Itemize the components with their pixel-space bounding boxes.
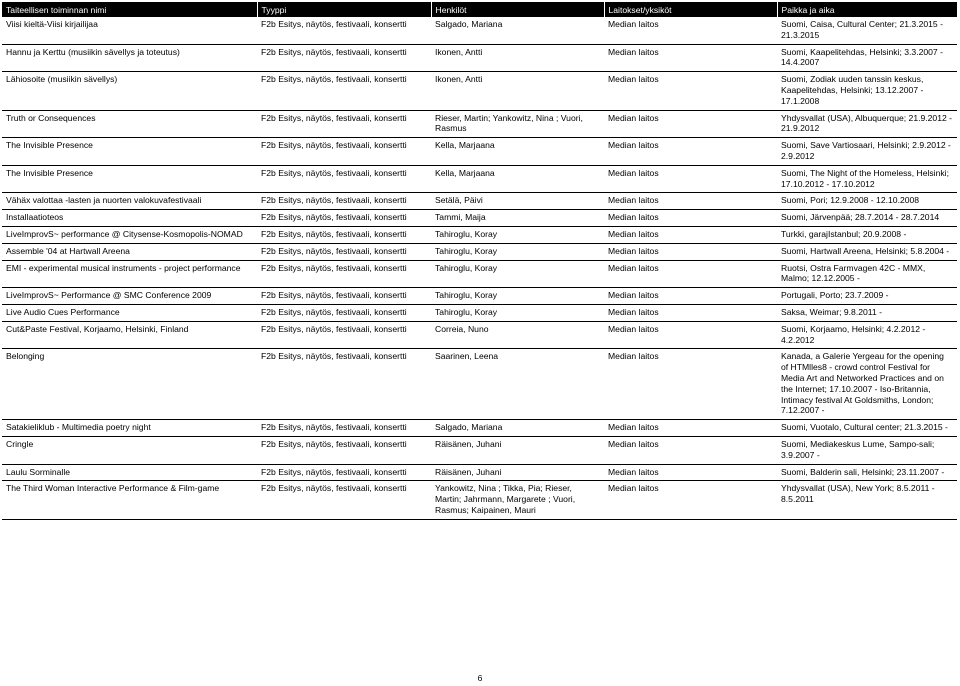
cell-units: Median laitos [604, 44, 777, 72]
cell-persons: Ikonen, Antti [431, 72, 604, 110]
cell-name: Vähäx valottaa -lasten ja nuorten valokuvafestivaali [2, 193, 257, 210]
cell-place-time: Suomi, Mediakeskus Lume, Sampo-sali; 3.9.2007 - [777, 436, 957, 464]
cell-type: F2b Esitys, näytös, festivaali, konsertti [257, 138, 431, 166]
cell-name: Cut&Paste Festival, Korjaamo, Helsinki, Finland [2, 321, 257, 349]
cell-persons: Kella, Marjaana [431, 138, 604, 166]
cell-type: F2b Esitys, näytös, festivaali, konsertti [257, 193, 431, 210]
table-row [2, 243, 957, 260]
cell-type: F2b Esitys, näytös, festivaali, konsertti [257, 304, 431, 321]
cell-place-time: Portugali, Porto; 23.7.2009 - [777, 288, 957, 305]
cell-persons: Ikonen, Antti [431, 44, 604, 72]
table-row [2, 288, 957, 305]
cell-units: Median laitos [604, 110, 777, 138]
table-row [2, 304, 957, 321]
cell-name: LiveImprovS~ performance @ Citysense-Kosmopolis-NOMAD [2, 226, 257, 243]
table-row [2, 138, 957, 166]
cell-type: F2b Esitys, näytös, festivaali, konsertti [257, 420, 431, 437]
cell-units: Median laitos [604, 138, 777, 166]
cell-name: Belonging [2, 349, 257, 420]
cell-place-time: Suomi, Caisa, Cultural Center; 21.3.2015 - 21.3.2015 [777, 17, 957, 44]
table-row [2, 420, 957, 437]
cell-place-time: Suomi, Zodiak uuden tanssin keskus, Kaapelitehdas, Helsinki; 13.12.2007 - 17.1.2008 [777, 72, 957, 110]
cell-type: F2b Esitys, näytös, festivaali, konsertti [257, 349, 431, 420]
cell-name: Live Audio Cues Performance [2, 304, 257, 321]
cell-name: Hannu ja Kerttu (musiikin sävellys ja toteutus) [2, 44, 257, 72]
cell-type: F2b Esitys, näytös, festivaali, konsertti [257, 481, 431, 519]
cell-place-time: Ruotsi, Ostra Farmvagen 42C - MMX, Malmo; 12.12.2005 - [777, 260, 957, 288]
cell-units: Median laitos [604, 420, 777, 437]
table-row [2, 436, 957, 464]
cell-type: F2b Esitys, näytös, festivaali, konsertti [257, 17, 431, 44]
cell-place-time: Saksa, Weimar; 9.8.2011 - [777, 304, 957, 321]
cell-place-time: Suomi, Pori; 12.9.2008 - 12.10.2008 [777, 193, 957, 210]
cell-type: F2b Esitys, näytös, festivaali, konsertti [257, 210, 431, 227]
table-row [2, 44, 957, 72]
cell-type: F2b Esitys, näytös, festivaali, konsertti [257, 260, 431, 288]
cell-place-time: Kanada, a Galerie Yergeau for the opening of HTMlles8 - crowd control Festival for Media Art and Networked Practices and on the Internet; 17.10.2007 - Iso-Britannia, Intimacy festival At Goldsmiths, London; 7.12.2007 - [777, 349, 957, 420]
cell-type: F2b Esitys, näytös, festivaali, konsertti [257, 44, 431, 72]
cell-name: The Invisible Presence [2, 138, 257, 166]
cell-persons: Räisänen, Juhani [431, 464, 604, 481]
cell-persons: Tahiroglu, Koray [431, 243, 604, 260]
cell-name: Lähiosoite (musiikin sävellys) [2, 72, 257, 110]
cell-units: Median laitos [604, 226, 777, 243]
cell-units: Median laitos [604, 165, 777, 193]
cell-place-time: Suomi, The Night of the Homeless, Helsinki; 17.10.2012 - 17.10.2012 [777, 165, 957, 193]
cell-persons: Yankowitz, Nina ; Tikka, Pia; Rieser, Martin; Jahrmann, Margarete ; Vuori, Rasmus; Kaipainen, Mauri [431, 481, 604, 519]
cell-persons: Tahiroglu, Koray [431, 304, 604, 321]
cell-name: Viisi kieltä-Viisi kirjailijaa [2, 17, 257, 44]
cell-place-time: Suomi, Balderin sali, Helsinki; 23.11.2007 - [777, 464, 957, 481]
cell-name: EMI - experimental musical instruments - project performance [2, 260, 257, 288]
cell-units: Median laitos [604, 260, 777, 288]
header-name: Taiteellisen toiminnan nimi [2, 2, 257, 17]
cell-type: F2b Esitys, näytös, festivaali, konsertti [257, 436, 431, 464]
cell-units: Median laitos [604, 243, 777, 260]
cell-units: Median laitos [604, 72, 777, 110]
table-row [2, 260, 957, 288]
table-row [2, 17, 957, 44]
cell-units: Median laitos [604, 464, 777, 481]
table-header-row [2, 2, 957, 17]
cell-units: Median laitos [604, 481, 777, 519]
cell-persons: Tahiroglu, Koray [431, 288, 604, 305]
cell-persons: Saarinen, Leena [431, 349, 604, 420]
table-row [2, 481, 957, 519]
cell-units: Median laitos [604, 436, 777, 464]
activities-table [2, 2, 957, 520]
cell-name: LiveImprovS~ Performance @ SMC Conference 2009 [2, 288, 257, 305]
header-persons: Henkilöt [431, 2, 604, 17]
cell-persons: Correia, Nuno [431, 321, 604, 349]
header-units: Laitokset/yksiköt [604, 2, 777, 17]
cell-units: Median laitos [604, 304, 777, 321]
table-row [2, 193, 957, 210]
cell-persons: Rieser, Martin; Yankowitz, Nina ; Vuori, Rasmus [431, 110, 604, 138]
cell-units: Median laitos [604, 349, 777, 420]
cell-units: Median laitos [604, 17, 777, 44]
table-row [2, 210, 957, 227]
table-body [2, 17, 957, 519]
cell-type: F2b Esitys, näytös, festivaali, konsertti [257, 165, 431, 193]
cell-place-time: Suomi, Vuotalo, Cultural center; 21.3.2015 - [777, 420, 957, 437]
cell-name: Installaatioteos [2, 210, 257, 227]
cell-persons: Räisänen, Juhani [431, 436, 604, 464]
cell-name: The Invisible Presence [2, 165, 257, 193]
cell-type: F2b Esitys, näytös, festivaali, konsertti [257, 110, 431, 138]
cell-type: F2b Esitys, näytös, festivaali, konsertti [257, 226, 431, 243]
cell-type: F2b Esitys, näytös, festivaali, konsertti [257, 321, 431, 349]
cell-name: Satakieliklub - Multimedia poetry night [2, 420, 257, 437]
table-row [2, 321, 957, 349]
table-row [2, 349, 957, 420]
cell-name: Assemble '04 at Hartwall Areena [2, 243, 257, 260]
cell-persons: Kella, Marjaana [431, 165, 604, 193]
table-row [2, 110, 957, 138]
cell-name: The Third Woman Interactive Performance & Film-game [2, 481, 257, 519]
cell-units: Median laitos [604, 288, 777, 305]
cell-units: Median laitos [604, 321, 777, 349]
cell-place-time: Suomi, Save Vartiosaari, Helsinki; 2.9.2012 - 2.9.2012 [777, 138, 957, 166]
cell-persons: Tahiroglu, Koray [431, 226, 604, 243]
header-type: Tyyppi [257, 2, 431, 17]
cell-place-time: Turkki, garajIstanbul; 20.9.2008 - [777, 226, 957, 243]
cell-name: Cringle [2, 436, 257, 464]
cell-place-time: Suomi, Järvenpää; 28.7.2014 - 28.7.2014 [777, 210, 957, 227]
cell-place-time: Suomi, Hartwall Areena, Helsinki; 5.8.2004 - [777, 243, 957, 260]
table-row [2, 226, 957, 243]
cell-units: Median laitos [604, 193, 777, 210]
cell-type: F2b Esitys, näytös, festivaali, konsertti [257, 72, 431, 110]
header-place-time: Paikka ja aika [777, 2, 957, 17]
cell-place-time: Suomi, Kaapelitehdas, Helsinki; 3.3.2007 - 14.4.2007 [777, 44, 957, 72]
cell-place-time: Suomi, Korjaamo, Helsinki; 4.2.2012 - 4.2.2012 [777, 321, 957, 349]
cell-type: F2b Esitys, näytös, festivaali, konsertti [257, 243, 431, 260]
cell-place-time: Yhdysvallat (USA), Albuquerque; 21.9.2012 - 21.9.2012 [777, 110, 957, 138]
cell-name: Laulu Sorminalle [2, 464, 257, 481]
cell-type: F2b Esitys, näytös, festivaali, konsertti [257, 288, 431, 305]
cell-persons: Salgado, Mariana [431, 17, 604, 44]
cell-persons: Salgado, Mariana [431, 420, 604, 437]
cell-units: Median laitos [604, 210, 777, 227]
cell-persons: Setälä, Päivi [431, 193, 604, 210]
page-number: 6 [477, 673, 483, 683]
cell-persons: Tahiroglu, Koray [431, 260, 604, 288]
cell-name: Truth or Consequences [2, 110, 257, 138]
cell-persons: Tammi, Maija [431, 210, 604, 227]
table-row [2, 464, 957, 481]
cell-type: F2b Esitys, näytös, festivaali, konsertti [257, 464, 431, 481]
cell-place-time: Yhdysvallat (USA), New York; 8.5.2011 - 8.5.2011 [777, 481, 957, 519]
table-row [2, 72, 957, 110]
table-row [2, 165, 957, 193]
